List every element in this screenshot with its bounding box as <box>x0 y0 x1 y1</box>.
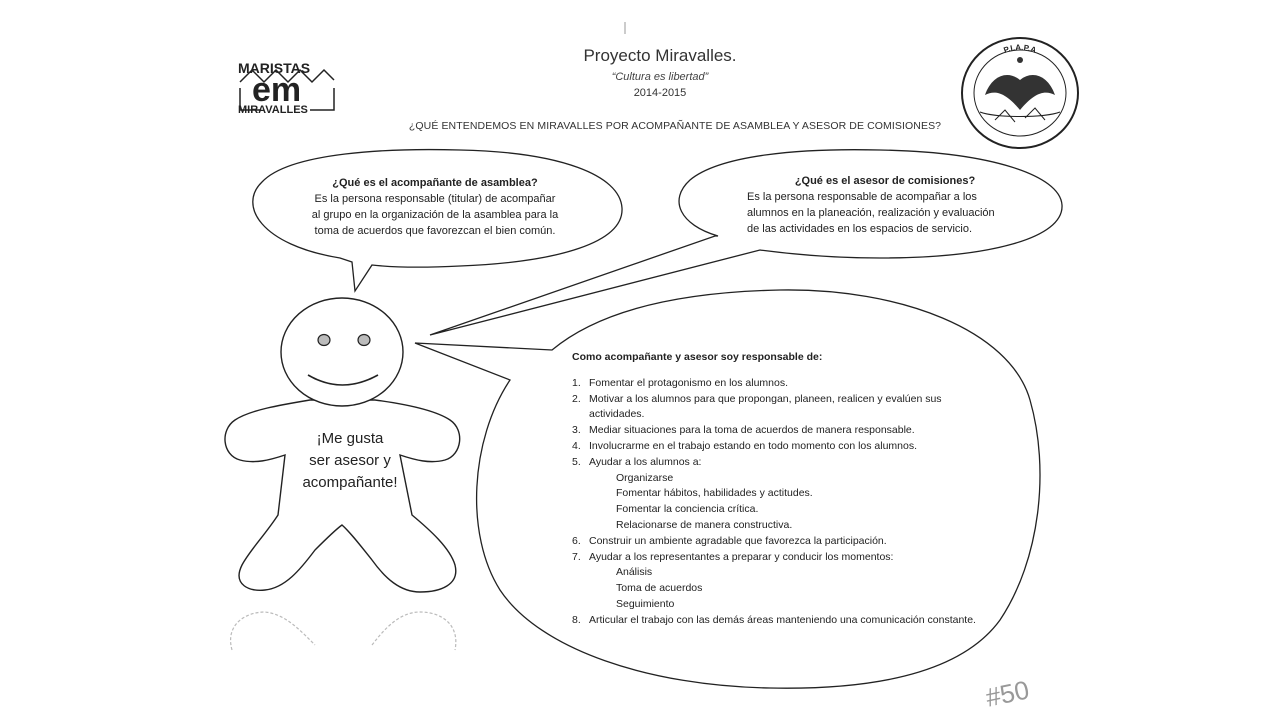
responsibility-text: Ayudar a los alumnos a: <box>589 455 702 468</box>
responsibility-text: Seguimiento <box>616 597 675 610</box>
responsibilities-title: Como acompañante y asesor soy responsable de: <box>572 351 823 363</box>
logo-line-maristas: MARISTAS <box>238 60 311 76</box>
responsibility-text: Toma de acuerdos <box>616 582 703 595</box>
bubble-advisor-line: alumnos en la planeación, realización y evaluación <box>747 207 995 219</box>
document-question: ¿QUÉ ENTENDEMOS EN MIRAVALLES POR ACOMPAÑANTE DE ASAMBLEA Y ASESOR DE COMISIONES? <box>408 120 942 132</box>
responsibility-text: Fomentar la conciencia crítica. <box>616 503 759 516</box>
bubble-assembly-line: al grupo en la organización de la asamblea para la <box>311 209 559 221</box>
responsibility-text: Motivar a los alumnos para que propongan, planeen, realicen y evalúen sus <box>589 392 942 405</box>
responsibility-text: Fomentar el protagonismo en los alumnos. <box>589 376 789 389</box>
responsibility-number: 7. <box>572 550 581 563</box>
bubble-advisor-line: Es la persona responsable de acompañar a los <box>747 191 977 203</box>
bubble-advisor-line: de las actividades en los espacios de servicio. <box>747 223 973 235</box>
responsibility-text: Organizarse <box>616 471 674 484</box>
responsibility-number: 1. <box>572 376 581 389</box>
logo-line-em: em <box>252 71 302 109</box>
document-title: Proyecto Miravalles. <box>583 46 737 65</box>
gingerbread-message-line: ser asesor y <box>309 452 391 469</box>
responsibility-number: 8. <box>572 613 581 626</box>
responsibility-text: Fomentar hábitos, habilidades y actitudes. <box>616 487 813 500</box>
bubble-assembly-line: Es la persona responsable (titular) de acompañar <box>314 193 556 205</box>
seal-text: P.I.A.P.A <box>1002 42 1038 55</box>
page-number: #50 <box>983 674 1032 713</box>
responsibility-text: Análisis <box>616 566 653 579</box>
responsibility-number: 6. <box>572 534 581 547</box>
responsibility-number: 2. <box>572 392 581 405</box>
bubble-assembly-title: ¿Qué es el acompañante de asamblea? <box>332 177 538 189</box>
bubble-advisor-title: ¿Qué es el asesor de comisiones? <box>794 175 976 187</box>
responsibility-text: actividades. <box>589 408 645 421</box>
responsibility-number: 5. <box>572 455 581 468</box>
document-year: 2014-2015 <box>633 87 687 99</box>
gingerbread-message-line: acompañante! <box>302 474 398 491</box>
responsibility-number: 3. <box>572 424 581 437</box>
logo-line-miravalles: MIRAVALLES <box>238 104 308 116</box>
responsibility-text: Construir un ambiente agradable que favorezca la participación. <box>589 534 887 547</box>
responsibility-number: 4. <box>572 439 581 452</box>
gingerbread-message-line: ¡Me gusta <box>316 430 384 447</box>
bubble-assembly-line: toma de acuerdos que favorezcan el bien común. <box>314 225 556 237</box>
responsibility-text: Involucrarme en el trabajo estando en todo momento con los alumnos. <box>589 439 918 452</box>
responsibility-text: Ayudar a los representantes a preparar y conducir los momentos: <box>589 550 894 563</box>
document-subtitle: “Cultura es libertad” <box>611 71 709 83</box>
responsibility-text: Relacionarse de manera constructiva. <box>616 518 793 531</box>
responsibility-text: Mediar situaciones para la toma de acuerdos de manera responsable. <box>589 424 915 437</box>
responsibility-text: Articular el trabajo con las demás áreas manteniendo una comunicación constante. <box>589 613 976 626</box>
